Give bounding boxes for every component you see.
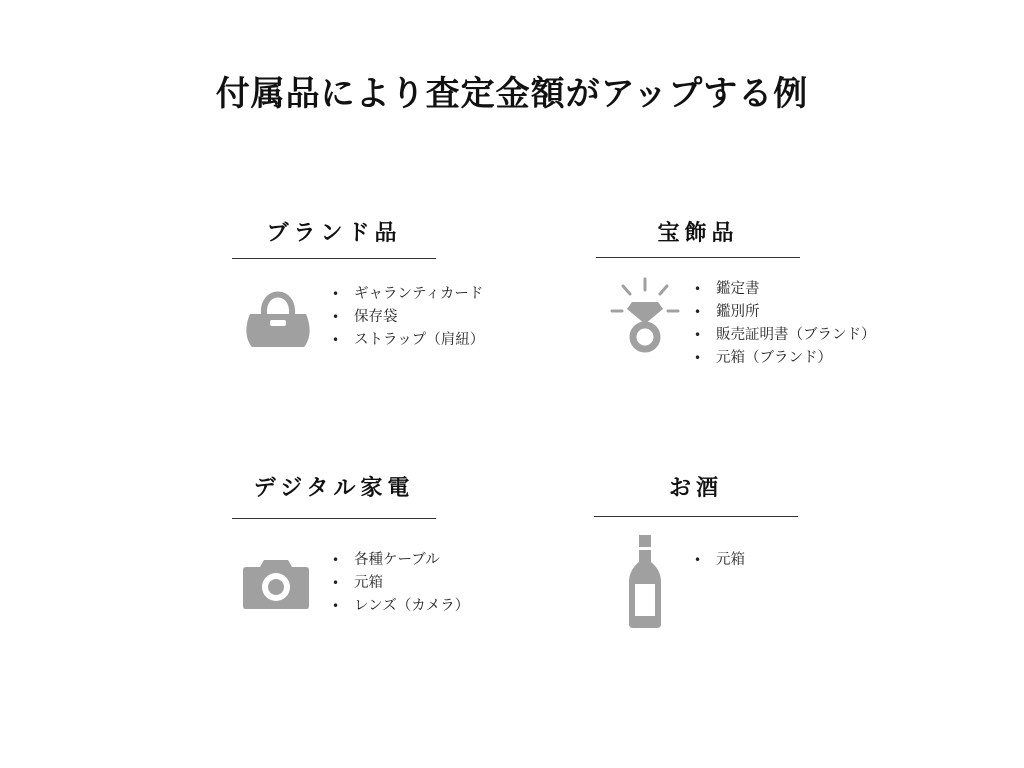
- category-title: 宝飾品: [657, 221, 739, 246]
- category-divider: [596, 257, 800, 258]
- bullet-icon: •: [694, 351, 702, 365]
- bullet-icon: •: [332, 576, 340, 590]
- category-title: お酒: [668, 476, 723, 501]
- handbag-icon: [242, 284, 314, 354]
- category-title: ブランド品: [266, 221, 402, 246]
- list-item-label: 元箱（ブランド）: [716, 350, 832, 366]
- bullet-icon: •: [694, 553, 702, 567]
- bullet-icon: •: [694, 328, 702, 342]
- list-item: [330, 283, 484, 306]
- bullet-icon: •: [694, 305, 702, 319]
- camera-icon: [242, 556, 310, 614]
- list-item-label: 鑑定書: [716, 281, 760, 297]
- bullet-icon: •: [332, 287, 340, 301]
- list-item-label: レンズ（カメラ）: [354, 598, 470, 614]
- list-item: [692, 347, 876, 370]
- list-item: [692, 301, 876, 324]
- list-item-label: 元箱: [716, 552, 745, 568]
- accessory-list: [692, 549, 745, 572]
- category-divider: [594, 516, 798, 517]
- list-item-label: ストラップ（肩紐）: [354, 332, 485, 348]
- accessory-list: [330, 283, 484, 352]
- list-item-label: 鑑別所: [716, 304, 760, 320]
- bullet-icon: •: [332, 333, 340, 347]
- bullet-icon: •: [332, 599, 340, 613]
- accessory-list: [692, 278, 876, 370]
- list-item: [330, 549, 469, 572]
- bullet-icon: •: [332, 553, 340, 567]
- list-item-label: 保存袋: [354, 309, 398, 325]
- list-item-label: 販売証明書（ブランド）: [716, 327, 876, 343]
- list-item: [330, 595, 469, 618]
- bullet-icon: •: [694, 282, 702, 296]
- accessory-list: [330, 549, 469, 618]
- list-item-label: 各種ケーブル: [354, 552, 440, 568]
- list-item: [330, 329, 484, 352]
- list-item-label: 元箱: [354, 575, 383, 591]
- list-item: [692, 278, 876, 301]
- list-item-label: ギャランティカード: [354, 286, 484, 302]
- category-divider: [232, 258, 436, 259]
- category-title: デジタル家電: [253, 476, 415, 501]
- list-item: [330, 572, 469, 595]
- bullet-icon: •: [332, 310, 340, 324]
- page-title: 付属品により査定金額がアップする例: [215, 74, 809, 114]
- list-item: [330, 306, 484, 329]
- list-item: [692, 324, 876, 347]
- list-item: [692, 549, 745, 572]
- category-divider: [232, 518, 436, 519]
- diamond-ring-icon: [610, 276, 680, 360]
- wine-bottle-icon: [626, 532, 664, 634]
